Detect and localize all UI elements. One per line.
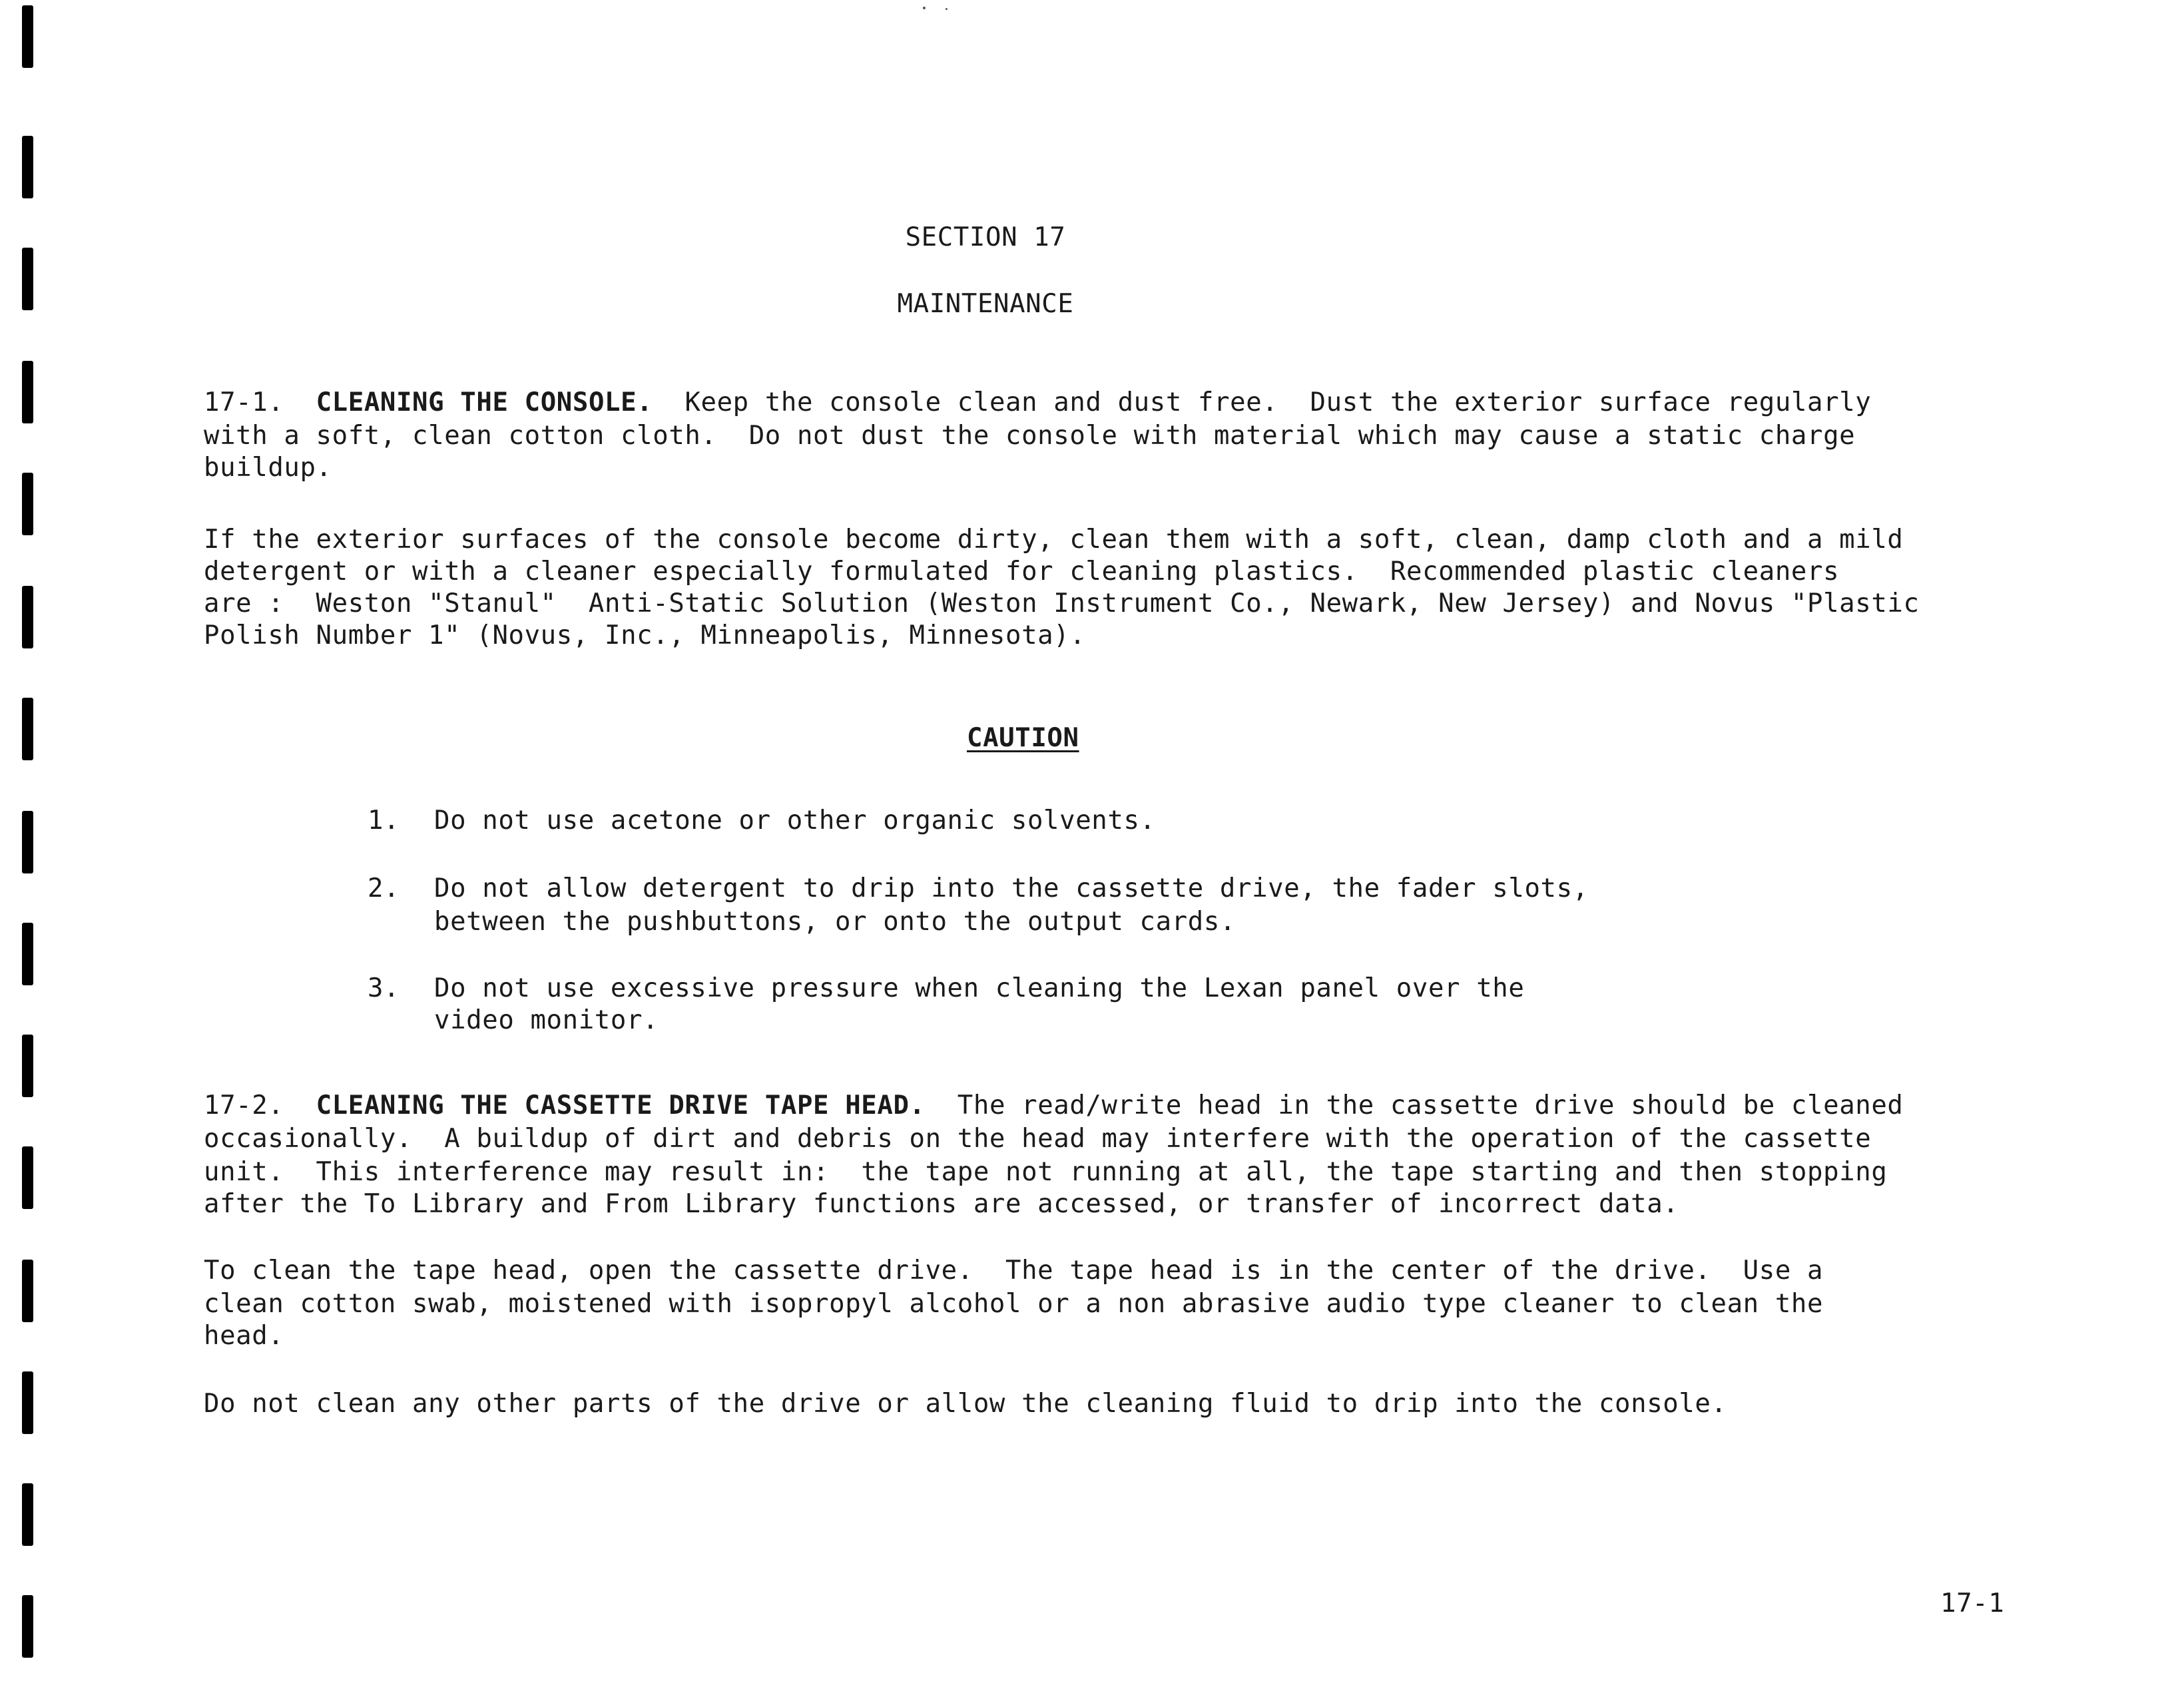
paragraph-cleaners-line: detergent or with a cleaner especially formulated for cleaning plastics. Recommended plastic cleaners (204, 557, 1840, 587)
paragraph-cleaners-line: are : Weston "Stanul" Anti-Static Solution (Weston Instrument Co., Newark, New Jersey) and Novus "Plastic (204, 589, 1920, 618)
paragraph-17-1-line: with a soft, clean cotton cloth. Do not dust the console with material which may cause a static charge (204, 421, 1856, 451)
paragraph-17-2-line: after the To Library and From Library functions are accessed, or transfer of incorrect data. (204, 1189, 1679, 1219)
scan-speck (946, 8, 948, 10)
punch-hole (22, 698, 33, 760)
paragraph-cleaners-line: If the exterior surfaces of the console become dirty, clean them with a soft, clean, damp cloth and a mild (204, 525, 1904, 555)
caution-title (967, 722, 1079, 754)
paragraph-text: Keep the console clean and dust free. Dust the exterior surface regularly (684, 387, 1872, 417)
paragraph-text: The read/write head in the cassette drive should be cleaned (957, 1090, 1904, 1120)
punch-hole (22, 1260, 33, 1322)
scan-speck (923, 7, 926, 9)
punch-hole (22, 1035, 33, 1097)
caution-item-number: 1. (368, 806, 400, 836)
punch-hole (22, 923, 33, 985)
page-number: 17-1 (1940, 1588, 2005, 1618)
punch-hole (22, 136, 33, 198)
caution-item-text: video monitor. (434, 1005, 659, 1035)
caution-item-number: 3. (368, 973, 400, 1003)
punch-hole (22, 586, 33, 648)
punch-hole (22, 5, 33, 68)
paragraph-17-2-line (204, 1089, 1904, 1122)
paragraph-17-1-line: buildup. (204, 453, 332, 483)
punch-hole (22, 248, 33, 310)
caution-title-text: CAUTION (967, 723, 1079, 753)
caution-item-text: Do not use acetone or other organic solvents. (434, 806, 1156, 836)
paragraph-heading: CLEANING THE CONSOLE. (316, 387, 653, 417)
punch-hole (22, 473, 33, 535)
paragraph-number: 17-1. (204, 387, 284, 417)
section-title: MAINTENANCE (897, 289, 1074, 319)
paragraph-number: 17-2. (204, 1090, 284, 1120)
punch-hole (22, 361, 33, 423)
paragraph-tape-head-line: To clean the tape head, open the cassette drive. The tape head is in the center of the drive. Use a (204, 1256, 1824, 1286)
paragraph-tape-head-line: clean cotton swab, moistened with isopropyl alcohol or a non abrasive audio type cleaner to clean the (204, 1289, 1824, 1319)
paragraph-heading: CLEANING THE CASSETTE DRIVE TAPE HEAD. (316, 1090, 926, 1120)
paragraph-tape-head-line: head. (204, 1321, 284, 1351)
caution-item-text: Do not use excessive pressure when cleaning the Lexan panel over the (434, 973, 1525, 1003)
punch-hole (22, 1483, 33, 1546)
punch-hole (22, 1371, 33, 1434)
paragraph-final-line: Do not clean any other parts of the drive or allow the cleaning fluid to drip into the console. (204, 1389, 1727, 1419)
punch-hole (22, 1146, 33, 1209)
punch-hole (22, 1595, 33, 1658)
paragraph-17-2-line: unit. This interference may result in: the tape not running at all, the tape starting and then stopping (204, 1157, 1888, 1187)
caution-item-number: 2. (368, 873, 400, 903)
paragraph-17-2-line: occasionally. A buildup of dirt and debris on the head may interfere with the operation of the cassette (204, 1124, 1872, 1154)
caution-item-text: Do not allow detergent to drip into the cassette drive, the fader slots, (434, 873, 1589, 903)
paragraph-cleaners-line: Polish Number 1" (Novus, Inc., Minneapolis, Minnesota). (204, 620, 1086, 650)
punch-hole (22, 811, 33, 873)
section-label: SECTION 17 (905, 222, 1066, 252)
caution-item-text: between the pushbuttons, or onto the output cards. (434, 907, 1236, 937)
paragraph-17-1-line (204, 386, 1871, 419)
